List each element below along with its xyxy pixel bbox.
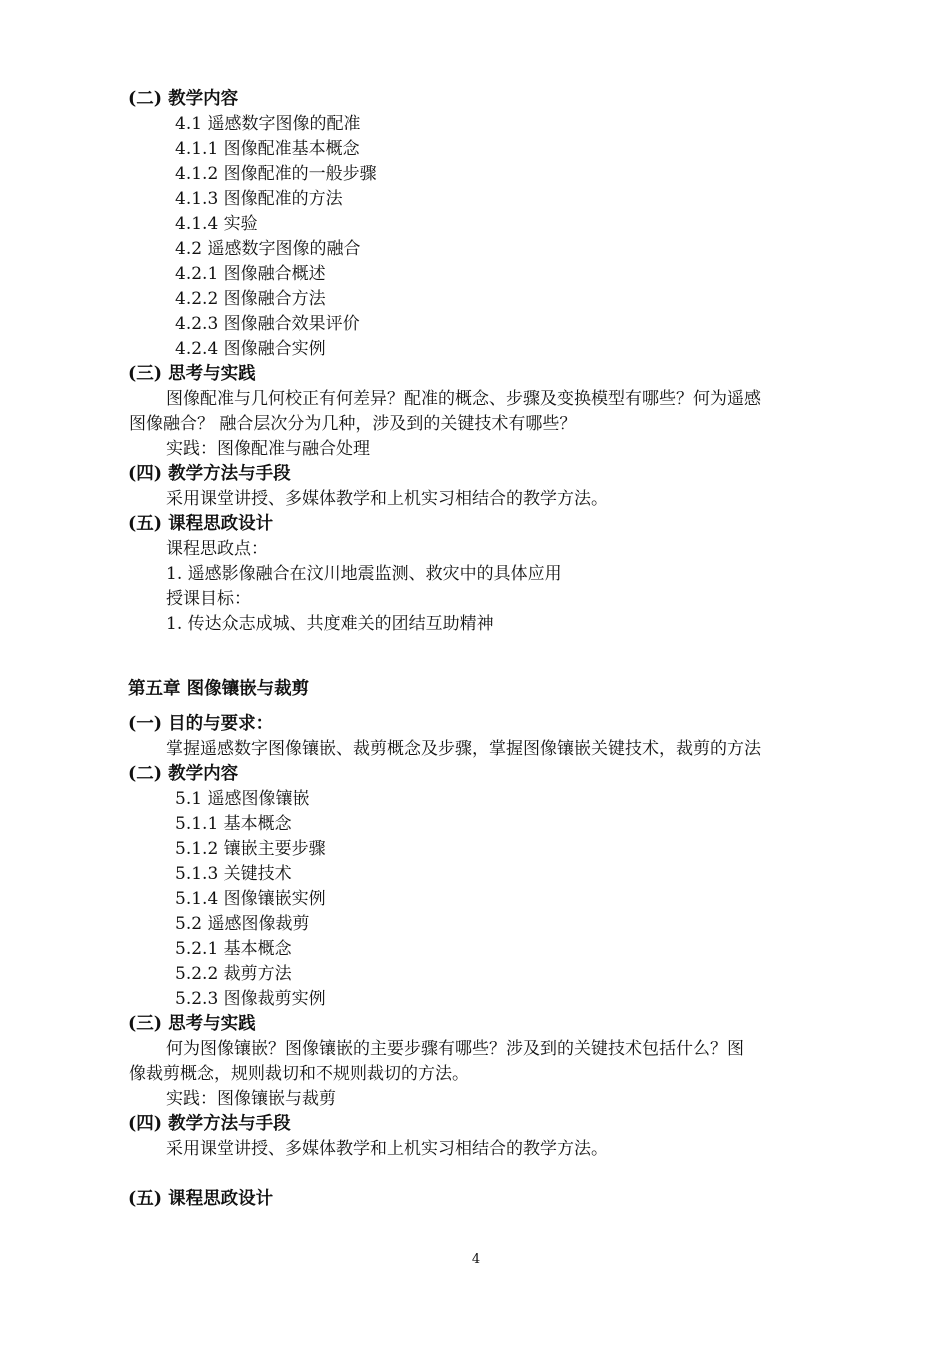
think-paragraph-line-1: 何为图像镶嵌？图像镶嵌的主要步骤有哪些？涉及到的关键技术包括什么？图 bbox=[166, 1039, 744, 1059]
toc-item: 5.1.2 镶嵌主要步骤 bbox=[175, 839, 326, 859]
toc-item: 4.2 遥感数字图像的融合 bbox=[175, 239, 361, 259]
heading-teaching-method: (四) 教学方法与手段 bbox=[128, 464, 291, 484]
toc-item: 5.2.1 基本概念 bbox=[175, 939, 292, 959]
think-paragraph-line-2: 图像融合？ 融合层次分为几种，涉及到的关键技术有哪些？ bbox=[129, 414, 577, 434]
toc-item: 5.1.4 图像镶嵌实例 bbox=[175, 889, 326, 909]
think-paragraph-line-2: 像裁剪概念，规则裁切和不规则裁切的方法。 bbox=[129, 1064, 469, 1084]
heading-objectives: (一) 目的与要求： bbox=[128, 714, 274, 734]
toc-item: 5.2 遥感图像裁剪 bbox=[175, 914, 310, 934]
heading-ideological-design: (五) 课程思政设计 bbox=[128, 514, 274, 534]
practice-text: 实践：图像配准与融合处理 bbox=[166, 439, 370, 459]
heading-teaching-method: (四) 教学方法与手段 bbox=[128, 1114, 291, 1134]
page-number: 4 bbox=[471, 1252, 481, 1267]
objectives-text: 掌握遥感数字图像镶嵌、裁剪概念及步骤，掌握图像镶嵌关键技术，裁剪的方法 bbox=[166, 739, 761, 759]
toc-item: 4.1 遥感数字图像的配准 bbox=[175, 114, 361, 134]
practice-text: 实践：图像镶嵌与裁剪 bbox=[166, 1089, 336, 1109]
toc-item: 4.1.1 图像配准基本概念 bbox=[175, 139, 360, 159]
chapter-title: 第五章 图像镶嵌与裁剪 bbox=[128, 679, 310, 699]
heading-think-practice: (三) 思考与实践 bbox=[128, 1014, 256, 1034]
teaching-goal-label: 授课目标： bbox=[166, 589, 251, 609]
teaching-method-text: 采用课堂讲授、多媒体教学和上机实习相结合的教学方法。 bbox=[166, 489, 608, 509]
toc-item: 5.1.3 关键技术 bbox=[175, 864, 292, 884]
toc-item: 5.1 遥感图像镶嵌 bbox=[175, 789, 310, 809]
teaching-goal-item: 1. 传达众志成城、共度难关的团结互助精神 bbox=[166, 614, 494, 634]
heading-teaching-content: (二) 教学内容 bbox=[128, 764, 239, 784]
toc-item: 4.1.4 实验 bbox=[175, 214, 258, 234]
toc-item: 5.1.1 基本概念 bbox=[175, 814, 292, 834]
toc-item: 5.2.3 图像裁剪实例 bbox=[175, 989, 326, 1009]
toc-item: 5.2.2 裁剪方法 bbox=[175, 964, 292, 984]
heading-think-practice: (三) 思考与实践 bbox=[128, 364, 256, 384]
teaching-method-text: 采用课堂讲授、多媒体教学和上机实习相结合的教学方法。 bbox=[166, 1139, 608, 1159]
ideological-point-label: 课程思政点： bbox=[166, 539, 268, 559]
toc-item: 4.2.2 图像融合方法 bbox=[175, 289, 326, 309]
heading-teaching-content: (二) 教学内容 bbox=[128, 89, 239, 109]
toc-item: 4.1.2 图像配准的一般步骤 bbox=[175, 164, 377, 184]
toc-item: 4.2.3 图像融合效果评价 bbox=[175, 314, 360, 334]
think-paragraph-line-1: 图像配准与几何校正有何差异？配准的概念、步骤及变换模型有哪些？何为遥感 bbox=[166, 389, 761, 409]
toc-item: 4.2.4 图像融合实例 bbox=[175, 339, 326, 359]
heading-ideological-design: (五) 课程思政设计 bbox=[128, 1189, 274, 1209]
toc-item: 4.1.3 图像配准的方法 bbox=[175, 189, 343, 209]
ideological-point-item: 1. 遥感影像融合在汶川地震监测、救灾中的具体应用 bbox=[166, 564, 562, 584]
toc-item: 4.2.1 图像融合概述 bbox=[175, 264, 326, 284]
